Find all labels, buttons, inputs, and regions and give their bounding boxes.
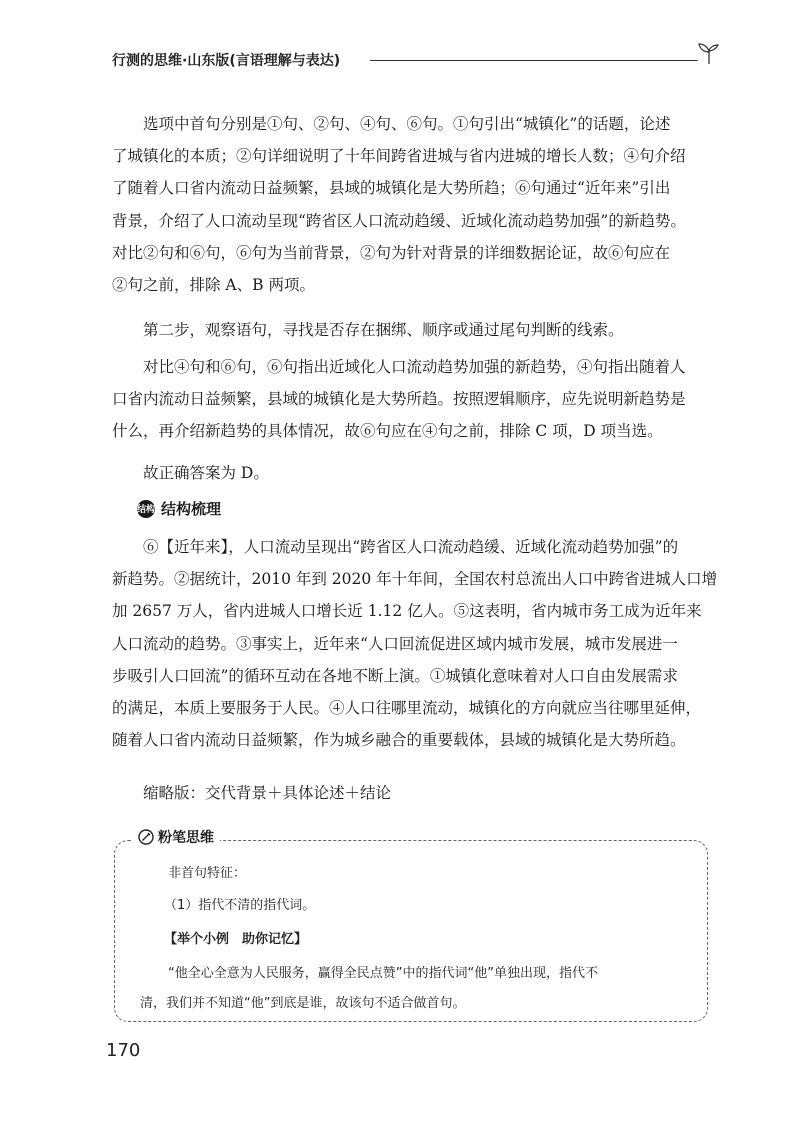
analysis-paragraph-1 — [112, 108, 707, 301]
structure-heading — [137, 498, 221, 519]
note-title-text: 粉笔思维 — [158, 830, 214, 846]
answer-text: 故正确答案为 D。 — [143, 464, 269, 482]
text-line: 步吸引人口回流”的循环互动在各地不断上演。①城镇化意味着对人口自由发展需求 — [112, 666, 678, 685]
note-example-line-1: “他全心全意为人民服务，赢得全民点赞”中的指代词“他”单独出现，指代不 — [168, 966, 598, 981]
text-line: ⑥【近年来】，人口流动呈现出“跨省区人口流动趋缓、近域化流动趋势加强”的 — [143, 538, 679, 556]
text-line: 的满足，本质上要服务于人民。④人口往哪里流动，城镇化的方向就应当往哪里延伸， — [112, 699, 702, 718]
summary-line — [112, 777, 707, 809]
note-example-line-2: 清，我们并不知道“他”到底是谁，故该句不适合做首句。 — [140, 996, 466, 1011]
text-line: 什么，再介绍新趋势的具体情况，故⑥句应在④句之前，排除 C 项，D 项当选。 — [112, 422, 663, 441]
structure-paragraph — [112, 531, 718, 756]
text-line: 口省内流动日益频繁，县域的城镇化是大势所趋。按照逻辑顺序，应先说明新趋势是 — [112, 390, 686, 409]
analysis-paragraph-3 — [112, 351, 707, 448]
text-line: 第二步，观察语句，寻找是否存在捆绑、顺序或通过尾句判断的线索。 — [143, 321, 624, 339]
text-line: 了随着人口省内流动日益频繁，县域的城镇化是大势所趋；⑥句通过“近年来”引出 — [112, 179, 671, 198]
text-line: 了城镇化的本质；②句详细说明了十年间跨省进城与省内进城的增长人数；④句介绍 — [112, 147, 686, 166]
analysis-paragraph-2 — [112, 314, 707, 346]
summary-text: 缩略版：交代背景＋具体论述＋结论 — [143, 784, 392, 802]
structure-heading-text: 结构梳理 — [161, 500, 222, 518]
header-title: 行测的思维·山东版(言语理解与表达) — [112, 53, 341, 69]
text-line: 对比④句和⑥句，⑥句指出近域化人口流动趋势加强的新趋势，④句指出随着人 — [143, 358, 686, 376]
text-line: 对比②句和⑥句，⑥句为当前背景，②句为针对背景的详细数据论证，故⑥句应在 — [112, 243, 671, 262]
text-line: 人口流动的趋势。③事实上，近年来“人口回流促进区域内城市发展，城市发展进一 — [112, 634, 678, 653]
text-line: ②句之前，排除 A、B 两项。 — [112, 276, 315, 295]
text-line: 加 2657 万人，省内进城人口增长近 1.12 亿人。⑤这表明，省内城市务工成为近年来 — [112, 602, 702, 621]
note-title — [132, 827, 220, 847]
note-example-tag: 【举个小例 助你记忆】 — [164, 932, 308, 947]
page-number: 170 — [106, 1040, 141, 1061]
text-line: 背景，介绍了人口流动呈现“跨省区人口流动趋缓、近域化流动趋势加强”的新趋势。 — [112, 211, 686, 230]
note-item-1: （1）指代不清的指代词。 — [164, 898, 316, 913]
note-feature-label: 非首句特征： — [168, 866, 247, 881]
pencil-circle-icon — [138, 829, 154, 845]
header-rule — [370, 60, 698, 61]
text-line: 选项中首句分别是①句、②句、④句、⑥句。①句引出“城镇化”的话题，论述 — [143, 115, 671, 133]
text-line: 随着人口省内流动日益频繁，作为城乡融合的重要载体，县域的城镇化是大势所趋。 — [112, 731, 686, 750]
sprout-icon — [696, 42, 722, 66]
structure-badge-icon: 结构 — [137, 500, 155, 518]
answer-line — [112, 457, 707, 489]
running-header — [112, 48, 712, 78]
text-line: 新趋势。②据统计，2010 年到 2020 年十年间，全国农村总流出人口中跨省进城人口增 — [112, 570, 718, 589]
